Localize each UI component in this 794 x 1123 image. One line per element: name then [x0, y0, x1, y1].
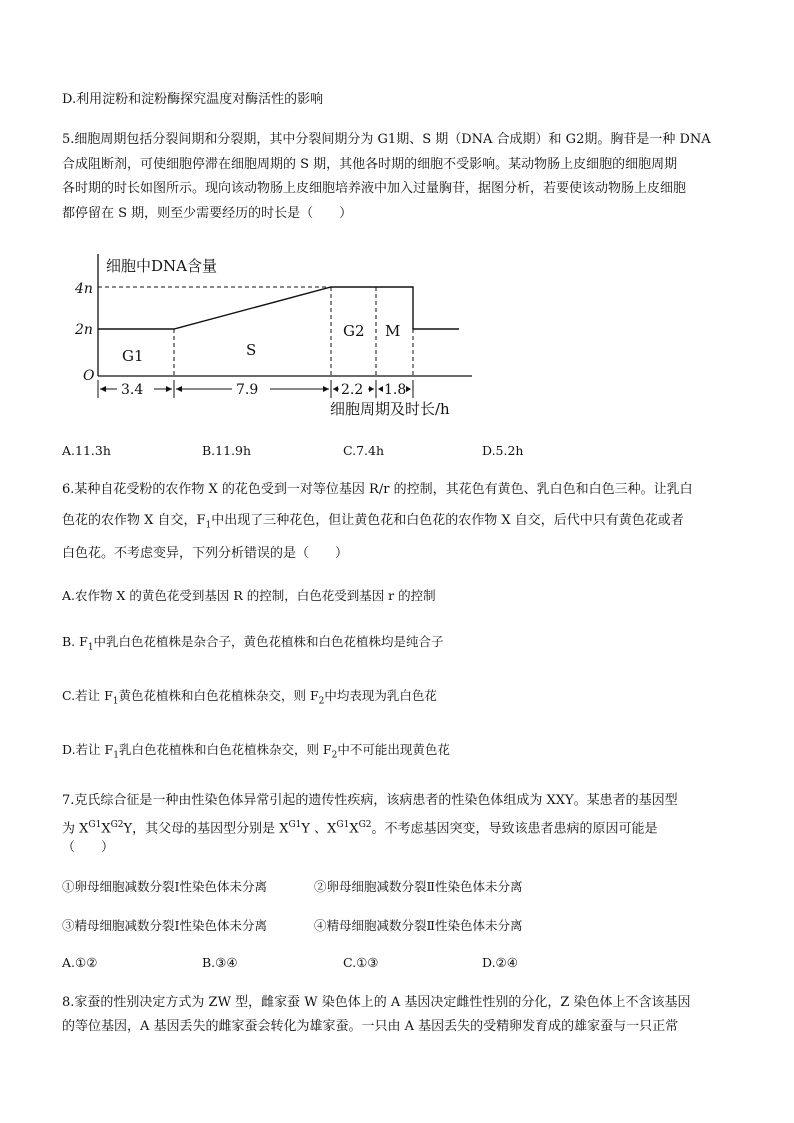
q7-statement-4: ④精母细胞减数分裂Ⅱ性染色体未分离: [314, 918, 523, 933]
x-axis-label: 细胞周期及时长/h: [330, 400, 450, 418]
q7-statements-row1: [62, 877, 734, 897]
duration-g2: [333, 382, 374, 398]
q5-option-c[interactable]: C.7.4h: [343, 443, 385, 458]
duration-label-g1: 3.4: [121, 382, 144, 398]
dna-curve: [98, 287, 459, 329]
q7-text-line: 7.克氏综合征是一种由性染色体异常引起的遗传性疾病，该病患者的性染色体组成为 XXY。某患者的基因型: [62, 793, 678, 808]
q7-option-a[interactable]: A.①②: [62, 955, 98, 970]
y-tick-4n: 4n: [75, 281, 93, 297]
phase-label-s: S: [246, 341, 257, 359]
q7-statement-2: ②卵母细胞减数分裂Ⅱ性染色体未分离: [314, 879, 523, 894]
phase-label-g2: G2: [343, 322, 365, 340]
q6-option-c[interactable]: C.若让 $F_1$黄色花植株和白色花植株杂交，则 $F_2$中均表现为乳白色花: [62, 688, 437, 707]
duration-m: [378, 382, 411, 398]
q6-text-line: 白色花。不考虑变异，下列分析错误的是（ ）: [62, 546, 349, 561]
q7-options: [62, 955, 734, 975]
y-tick-2n: 2n: [75, 322, 93, 338]
q7-statements-row2: [62, 916, 734, 936]
dna-content-chart: [62, 242, 502, 422]
y-tick-origin: O: [83, 368, 95, 384]
duration-label-s: 7.9: [236, 382, 259, 398]
q7-text-line: （ ）: [62, 840, 115, 855]
q6-option-d[interactable]: D.若让 $F_1$乳白色花植株和白色花植株杂交，则 $F_2$中不可能出现黄色花: [62, 742, 450, 761]
duration-s: [176, 382, 329, 398]
q5-option-a[interactable]: A.11.3h: [62, 443, 111, 458]
q6-option-a[interactable]: A.农作物 X 的黄色花受到基因 R 的控制，白色花受到基因 r 的控制: [62, 588, 436, 603]
q4-option-d: D.利用淀粉和淀粉酶探究温度对酶活性的影响: [62, 92, 324, 107]
q5-text-line: 合成阻断剂，可使细胞停滞在细胞周期的 S 期，其他各时期的细胞不受影响。某动物肠上皮细胞的细胞周期: [62, 157, 678, 172]
q5-text-line: 都停留在 S 期，则至少需要经历的时长是（ ）: [62, 206, 353, 221]
q5-text-line: 各时期的时长如图所示。现向该动物肠上皮细胞培养液中加入过量胸苷，据图分析，若要使该动物肠上皮细胞: [62, 181, 687, 196]
q7-option-d[interactable]: D.②④: [482, 955, 518, 970]
phase-label-m: M: [385, 322, 401, 340]
phase-label-g1: G1: [122, 347, 144, 365]
q7-statement-3: ③精母细胞减数分裂Ⅰ性染色体未分离: [62, 918, 267, 933]
duration-g1: [100, 382, 172, 398]
q6-text-line: 色花的农作物 X 自交，$F_1$中出现了三种花色，但让黄色花和白色花的农作物 X 自交，后代中只有黄色花或者: [62, 513, 684, 531]
q7-text-line: 为 $X^{G1}X^{G2}Y$，其父母的基因型分别是 $X^{G1}Y$ 、$X^{G1}X^{G2}$。不考虑基因突变，导致该患者患病的原因可能是: [62, 820, 658, 837]
q5-option-b[interactable]: B.11.9h: [202, 443, 252, 458]
q7-statement-1: ①卵母细胞减数分裂Ⅰ性染色体未分离: [62, 879, 267, 894]
q5-option-d[interactable]: D.5.2h: [482, 443, 524, 458]
q5-text-line: 5.细胞周期包括分裂间期和分裂期，其中分裂间期分为 G1期、S 期（DNA 合成期）和 G2期。胸苷是一种 DNA: [62, 132, 711, 147]
q5-options: [62, 443, 734, 463]
duration-label-m: 1.8: [384, 382, 407, 398]
q8-text-line: 8.家蚕的性别决定方式为 ZW 型，雌家蚕 W 染色体上的 A 基因决定雌性性别的分化，Z 染色体上不含该基因: [62, 995, 691, 1010]
q7-option-c[interactable]: C.①③: [343, 955, 379, 970]
q6-text-line: 6.某种自花受粉的农作物 X 的花色受到一对等位基因 R/r 的控制，其花色有黄色、乳白色和白色三种。让乳白: [62, 482, 693, 497]
y-axis-label: 细胞中DNA含量: [106, 257, 217, 275]
duration-label-g2: 2.2: [341, 382, 364, 398]
q6-option-b[interactable]: B. $F_1$中乳白色花植株是杂合子，黄色花植株和白色花植株均是纯合子: [62, 634, 444, 653]
q8-text-line: 的等位基因，A 基因丢失的雌家蚕会转化为雄家蚕。一只由 A 基因丢失的受精卵发育成的雄家蚕与一只正常: [62, 1019, 679, 1034]
q7-option-b[interactable]: B.③④: [202, 955, 238, 970]
